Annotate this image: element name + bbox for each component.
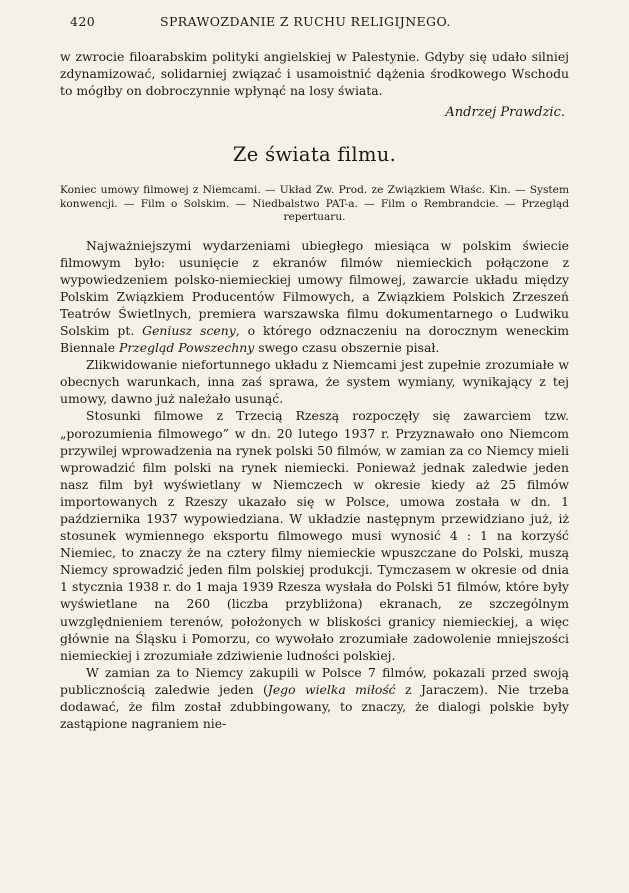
paragraph-2: Zlikwidowanie niefortunnego układu z Niemcami jest zupełnie zrozumiałe w obecnych warunkach, inna zaś sprawa, że system wymiany, wynikający z tej umowy, dawno już należało usunąć.: [60, 357, 569, 407]
paragraph-4-text-b: z Jaraczem). Nie trzeba dodawać, że film został zdubbingowany, to znaczy, że dialogi polskie były zastąpione nagraniem nie-: [60, 681, 569, 732]
paragraph-1-text-a: Najważniejszymi wydarzeniami ubiegłego miesiąca w polskim świecie filmowym było: usunięcie z ekranów filmów niemieckich połączone z wypowiedzeniem polsko-niemieckiej umowy filmowej, zawarcie układu między Polskim Związkiem Producentów Filmowych, a Związkiem Polskich Zrzeszeń Teatrów Świetlnych, premiera warszawska filmu dokumentarnego o Ludwiku Solskim pt.: [60, 237, 569, 338]
paragraph-1-text-b: , o którego odznaczeniu na dorocznym weneckim Biennale: [60, 322, 569, 356]
paragraph-3: [60, 407, 569, 663]
section-title: Ze świata filmu.: [232, 143, 397, 167]
article-body: [60, 237, 569, 733]
paragraph-4-text-a: W zamian za to Niemcy zakupili w Polsce 7 filmów, pokazali przed swoją publicznością zaledwie jeden (: [60, 664, 569, 697]
running-title: SPRAWOZDANIE Z RUCHU RELIGIJNEGO.: [160, 14, 451, 29]
author-signature: Andrzej Prawdzic.: [445, 105, 565, 121]
paragraph-4: [60, 664, 569, 732]
paragraph-3-text: Stosunki filmowe z Trzecią Rzeszą rozpoczęły się zawarciem tzw. „porozumienia filmowego” w dn. 20 lutego 1937 r. Przyznawało ono Niemcom przywilej wprowadzenia na rynek polski 50 filmów, w zamian za co Niemcy mieli wprowadzić film polski na rynek niemiecki. Ponieważ jednak zaledwie jeden nasz film był wyświetlany w Niemczech w okresie kiedy aż 25 filmów importowanych z Rzeszy ukazało się w Polsce, umowa została w dn. 1 października 1937 wypowiedziana. W układzie następnym przewidziano już, iż stosunek wymiennego eksportu filmowego musi wynosić 4 : 1 na korzyść Niemiec, to znaczy że na cztery filmy niemieckie wpuszczane do Polski, muszą Niemcy sprowadzić jeden film polskiej produkcji. Tymczasem w okresie od dnia 1 stycznia 1938 r. do 1 maja 1939 Rzesza wysłała do Polski 51 filmów, które były wyświetlane na 260 (liczba przybliżona) ekranach, ze szczególnym uwzględnieniem terenów, położonych w bliskości granicy niemieckiej, a więc głównie na Śląsku i Pomorzu, co wywołało zrozumiałe zadowolenie mniejszości niemieckiej i zrozumiałe zdziwienie ludności polskiej.: [60, 408, 569, 663]
page-number: 420: [70, 14, 96, 29]
journal-title-przeglad-powszechny: Przegląd Powszechny: [118, 340, 255, 356]
running-header: [60, 12, 569, 32]
film-title-geniusz-sceny: Geniusz sceny: [142, 322, 236, 338]
paragraph-1-text-c: swego czasu obszernie pisał.: [254, 340, 440, 356]
paragraph-1: [60, 237, 569, 357]
intro-paragraph: [60, 48, 569, 99]
intro-text: w zwrocie filoarabskim polityki angielskiej w Palestynie. Gdyby się udało silniej zdynamizować, solidarniej związać i usamoistnić dążenia środkowego Wschodu to mógłby on dobroczynnie wpłynąć na losy świata.: [60, 49, 569, 99]
section-abstract: Koniec umowy filmowej z Niemcami. — Układ Zw. Prod. ze Związkiem Właśc. Kin. — System konwencji. — Film o Solskim. — Niedbalstwo PAT-a. — Film o Rembrandcie. — Przegląd repertuaru.: [60, 184, 569, 224]
film-title-jego-wielka-milosc: Jego wielka miłość: [267, 681, 396, 697]
